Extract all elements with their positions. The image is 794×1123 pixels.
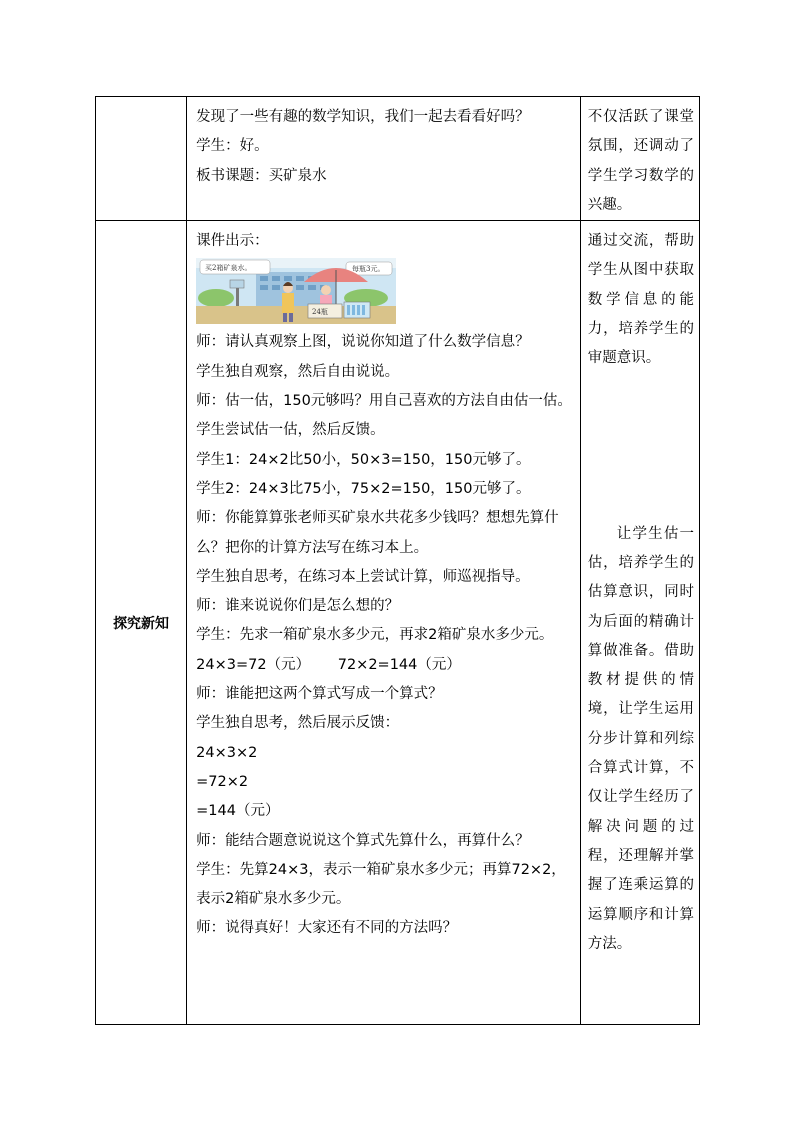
table-row	[96, 221, 700, 1025]
table-row	[96, 97, 700, 221]
content-cell	[187, 221, 581, 1025]
content-line: 学生独自思考，然后展示反馈：	[196, 715, 400, 732]
content-line: 师：能结合题意说说这个算式先算什么，再算什么？	[196, 832, 530, 849]
content-line: =72×2	[196, 773, 249, 790]
content-line: 学生：先求一箱矿泉水多少元，再求2箱矿泉水多少元。	[196, 627, 554, 644]
content-cell	[187, 97, 581, 221]
content-line: 学生独自观察，然后自由说说。	[196, 363, 400, 380]
content-line: 学生独自思考，在练习本上尝试计算，师巡视指导。	[196, 568, 530, 585]
content-line: 师：请认真观察上图，说说你知道了什么数学信息？	[196, 334, 530, 351]
content-line: 师：谁能把这两个算式写成一个算式？	[196, 686, 443, 703]
content-line: 师：谁来说说你们是怎么想的？	[196, 598, 400, 615]
content-line: 学生2：24×3比75小，75×2=150，150元够了。	[196, 480, 531, 497]
design-note: 通过交流，帮助学生从图中获取数学信息的能力，培养学生的审题意识。	[587, 233, 694, 367]
content-line: 发现了一些有趣的数学知识，我们一起去看看好吗？	[196, 109, 530, 125]
content-line: 24×3×2	[196, 744, 258, 761]
content-line: 24×3=72（元） 72×2=144（元）	[196, 656, 461, 673]
content-line: 学生：先算24×3，表示一箱矿泉水多少元；再算72×2，表示2箱矿泉水多少元。	[196, 861, 566, 908]
right-speech-text: 每瓶3元。	[352, 265, 385, 274]
content-line: 学生尝试估一估，然后反馈。	[196, 422, 385, 439]
content-line: 课件出示：	[196, 233, 269, 250]
content-line: 板书课题：买矿泉水	[196, 167, 327, 184]
note-cell	[580, 221, 699, 1025]
note-cell	[580, 97, 699, 221]
content-line: 学生1：24×2比50小，50×3=150，150元够了。	[196, 451, 531, 468]
design-note: 不仅活跃了课堂氛围，还调动了学生学习数学的兴趣。	[587, 109, 694, 213]
content-line: =144（元）	[196, 803, 280, 820]
label-cell-empty	[96, 97, 187, 221]
lesson-table	[95, 96, 700, 1025]
content-line: 师：估一估，150元够吗？用自己喜欢的方法自由估一估。	[196, 393, 572, 410]
content-line: 学生：好。	[196, 138, 269, 155]
section-label	[96, 221, 187, 1025]
section-label-text: 探究新知	[113, 615, 170, 632]
content-line: 师：你能算算张老师买矿泉水共花多少钱吗？想想先算什么？把你的计算方法写在练习本上。	[196, 510, 559, 556]
box-label: 24瓶	[312, 308, 329, 317]
scene-illustration	[196, 258, 396, 324]
left-speech-text: 买2箱矿泉水。	[205, 264, 252, 273]
content-line: 师：说得真好！大家还有不同的方法吗？	[196, 920, 458, 937]
design-note: 让学生估一估，培养学生的估算意识，同时为后面的精确计算做准备。借助教材提供的情境，让学生运用分步计算和列综合算式计算，不仅让学生经历了解决问题的过程，还理解并掌握了连乘运算的运算顺序和计算方法。	[587, 525, 694, 952]
